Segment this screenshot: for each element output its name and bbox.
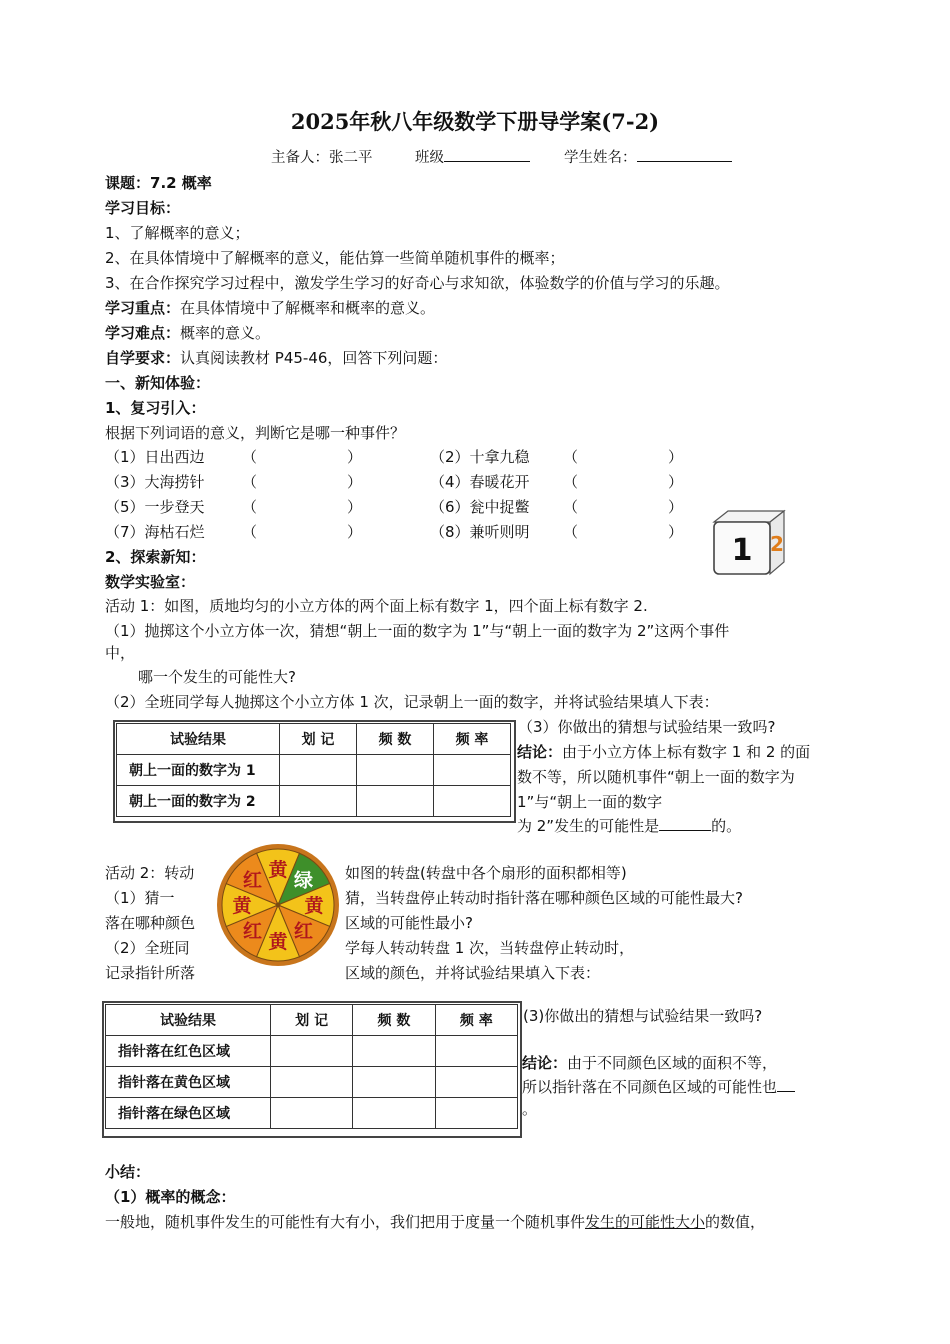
activity2-q3: (3)你做出的猜想与试验结果一致吗? (523, 1007, 763, 1025)
activity2-conclusion-end: 。 (522, 1100, 538, 1118)
answer-blank-6[interactable]: （ ） (563, 498, 684, 516)
tally-cell[interactable] (271, 1098, 353, 1129)
tally-cell[interactable] (280, 755, 357, 786)
conclusion-text: 为 2”发生的可能性是 (517, 817, 660, 835)
key-label: 学习重点： (105, 299, 181, 317)
dice-face-2: 2 (770, 532, 784, 556)
student-name-blank[interactable] (637, 146, 732, 162)
goals-label: 学习目标： (105, 199, 181, 217)
tally-cell[interactable] (271, 1067, 353, 1098)
spinner-sector-label: 黄 (232, 895, 252, 917)
activity2-line3-left: 落在哪种颜色 (105, 914, 196, 932)
summary-text-a: 一般地，随机事件发生的可能性有大有小，我们把用于度量一个随机事件 (105, 1213, 586, 1231)
dice-image (708, 506, 788, 576)
table-row (106, 1067, 518, 1098)
activity1-q3: （3）你做出的猜想与试验结果一致吗? (518, 718, 776, 736)
idiom-2: （2）十拿九稳 (430, 448, 530, 466)
activity1-conclusion-1 (517, 741, 810, 762)
rate-cell[interactable] (435, 1036, 517, 1067)
activity2-line2-right: 猜，当转盘停止转动时指针落在哪种颜色区域的可能性最大? (345, 889, 743, 907)
activity2-line5-left: 记录指针所落 (105, 964, 196, 982)
table-header: 试验结果 (117, 724, 280, 755)
activity1-conclusion-3: 1”与“朝上一面的数字 (517, 793, 663, 811)
page-title: 2025年秋八年级数学下册导学案(7-2) (290, 109, 660, 134)
difficulty (105, 322, 270, 343)
frequency-cell[interactable] (357, 786, 434, 817)
answer-blank-1[interactable]: （ ） (242, 448, 363, 466)
spinner-sector-label: 红 (242, 920, 263, 943)
activity2-line4-left: （2）全班同 (105, 939, 190, 957)
tally-cell[interactable] (280, 786, 357, 817)
self-study (105, 347, 447, 368)
difficulty-text: 概率的意义。 (180, 324, 271, 342)
idiom-6: （6）瓮中捉鳖 (430, 498, 530, 516)
activity1-q2: （2）全班同学每人抛掷这个小立方体 1 次，记录朝上一面的数字，并将试验结果填人下表： (105, 693, 719, 711)
answer-blank-4[interactable]: （ ） (563, 473, 684, 491)
conclusion-blank[interactable] (777, 1076, 795, 1092)
table-header: 频 率 (434, 724, 511, 755)
rate-cell[interactable] (434, 755, 511, 786)
topic-label: 课题： (105, 174, 151, 192)
table-header: 频 数 (353, 1005, 435, 1036)
table-header-row (106, 1005, 518, 1036)
conclusion-text: 所以指针落在不同颜色区域的可能性也 (522, 1078, 778, 1096)
conclusion-blank[interactable] (659, 815, 711, 831)
summary-text (105, 1211, 765, 1232)
conclusion-end: 的。 (711, 817, 742, 835)
spinner-sector-label: 红 (242, 869, 263, 892)
topic-line (105, 172, 212, 193)
rate-cell[interactable] (435, 1098, 517, 1129)
spinner-sector-label: 绿 (293, 869, 314, 892)
frequency-cell[interactable] (353, 1098, 435, 1129)
activity1-q1-cont: 中， (105, 644, 136, 662)
row-label: 朝上一面的数字为 2 (117, 786, 280, 817)
activity2-line2-left: （1）猜一 (105, 889, 175, 907)
table-header-row (117, 724, 511, 755)
conclusion-label: 结论： (522, 1054, 568, 1072)
review-prompt: 根据下列词语的意义，判断它是哪一种事件？ (105, 424, 406, 442)
table-row (106, 1098, 518, 1129)
idiom-8: （8）兼听则明 (430, 523, 530, 541)
class-blank[interactable] (444, 146, 530, 162)
activity1-q1-end: 哪一个发生的可能性大? (138, 668, 296, 686)
summary-underlined: 发生的可能性大小 (585, 1213, 706, 1231)
spinner-sector-label: 黄 (304, 895, 324, 917)
table-row (117, 755, 511, 786)
spinner-sector-label: 黄 (268, 931, 288, 953)
spinner-hub (276, 903, 281, 908)
goal-3: 3、在合作探究学习过程中，激发学生学习的好奇心与求知欲，体验数学的价值与学习的乐趣。 (105, 274, 730, 292)
student-name-field[interactable] (564, 146, 732, 167)
answer-blank-5[interactable]: （ ） (242, 498, 363, 516)
spinner-results-table (105, 1004, 518, 1129)
summary-text-b: 的数值， (705, 1213, 766, 1231)
table-header: 试验结果 (106, 1005, 271, 1036)
topic: 7.2 概率 (150, 174, 212, 192)
key-text: 在具体情境中了解概率和概率的意义。 (180, 299, 436, 317)
answer-blank-3[interactable]: （ ） (242, 473, 363, 491)
goal-1: 1、了解概率的意义； (105, 224, 250, 242)
class-field[interactable] (415, 146, 530, 167)
explore-heading: 2、探索新知： (105, 548, 206, 566)
activity1-conclusion-2: 数不等，所以随机事件“朝上一面的数字为 (517, 768, 795, 786)
activity1-q1: （1）抛掷这个小立方体一次，猜想“朝上一面的数字为 1”与“朝上一面的数字为 2”这两个事件 (105, 622, 730, 640)
activity2-conclusion-1 (522, 1052, 777, 1073)
activity2-conclusion-2 (522, 1076, 795, 1097)
table-header: 频 数 (357, 724, 434, 755)
student-name-label: 学生姓名： (564, 150, 637, 166)
tally-cell[interactable] (271, 1036, 353, 1067)
review-heading: 1、复习引入： (105, 399, 206, 417)
table-row (106, 1036, 518, 1067)
conclusion-label: 结论： (517, 743, 563, 761)
table-header: 划 记 (271, 1005, 353, 1036)
answer-blank-8[interactable]: （ ） (563, 523, 684, 541)
summary-heading: 小结： (105, 1163, 151, 1181)
spinner-sector-label: 黄 (268, 859, 288, 881)
idiom-5: （5）一步登天 (105, 498, 205, 516)
goal-2: 2、在具体情境中了解概率的意义，能估算一些简单随机事件的概率； (105, 249, 565, 267)
table-header: 频 率 (435, 1005, 517, 1036)
row-label: 朝上一面的数字为 1 (117, 755, 280, 786)
class-label: 班级 (415, 150, 444, 166)
spinner-image (215, 842, 341, 968)
table-row (117, 786, 511, 817)
row-label: 指针落在绿色区域 (106, 1098, 271, 1129)
idiom-3: （3）大海捞针 (105, 473, 205, 491)
idiom-7: （7）海枯石烂 (105, 523, 205, 541)
answer-blank-2[interactable]: （ ） (563, 448, 684, 466)
frequency-cell[interactable] (357, 755, 434, 786)
activity2-line3-right: 区域的可能性最小? (345, 914, 473, 932)
idiom-4: （4）春暖花开 (430, 473, 530, 491)
activity2-line1-left: 活动 2：转动 (105, 864, 195, 882)
frequency-cell[interactable] (353, 1036, 435, 1067)
preparer: 主备人：张二平 (271, 150, 373, 166)
frequency-cell[interactable] (353, 1067, 435, 1098)
activity1-conclusion-4 (517, 815, 741, 836)
dice-results-table (116, 723, 511, 817)
activity1-intro: 活动 1：如图，质地均匀的小立方体的两个面上标有数字 1，四个面上标有数字 2. (105, 597, 648, 615)
lab-heading: 数学实验室： (105, 573, 196, 591)
activity2-line5-right: 区域的颜色，并将试验结果填入下表： (345, 964, 601, 982)
spinner-sector-label: 红 (293, 920, 314, 943)
idiom-1: （1）日出西边 (105, 448, 205, 466)
conclusion-text: 由于小立方体上标有数字 1 和 2 的面 (562, 743, 811, 761)
self-text: 认真阅读教材 P45-46，回答下列问题： (180, 349, 448, 367)
row-label: 指针落在红色区域 (106, 1036, 271, 1067)
difficulty-label: 学习难点： (105, 324, 181, 342)
dice-face-1: 1 (731, 533, 753, 568)
section1-heading: 一、新知体验： (105, 374, 211, 392)
activity2-line4-right: 学每人转动转盘 1 次，当转盘停止转动时， (345, 939, 635, 957)
rate-cell[interactable] (435, 1067, 517, 1098)
key-point (105, 297, 435, 318)
activity2-line1-right: 如图的转盘(转盘中各个扇形的面积都相等) (345, 864, 627, 882)
summary-concept: （1）概率的概念： (105, 1188, 236, 1206)
row-label: 指针落在黄色区域 (106, 1067, 271, 1098)
table-header: 划 记 (280, 724, 357, 755)
answer-blank-7[interactable]: （ ） (242, 523, 363, 541)
rate-cell[interactable] (434, 786, 511, 817)
conclusion-text: 由于不同颜色区域的面积不等， (567, 1054, 778, 1072)
self-label: 自学要求： (105, 349, 181, 367)
